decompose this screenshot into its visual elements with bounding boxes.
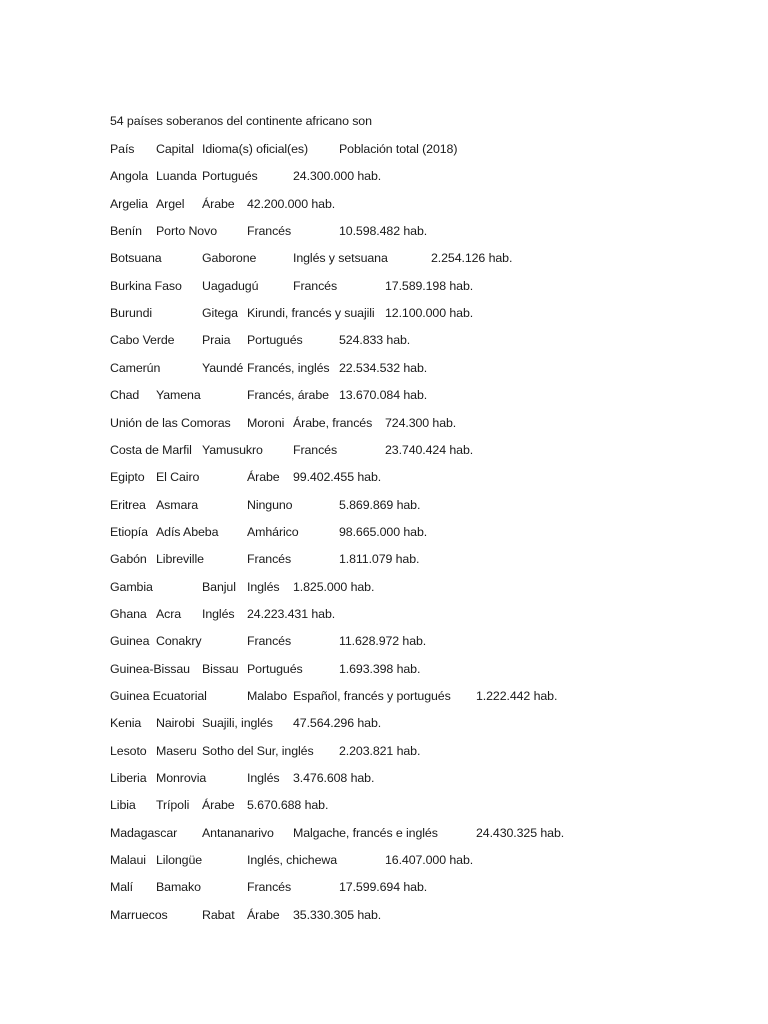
list-item (0, 304, 768, 322)
list-item (0, 249, 768, 267)
country-name: Argelia (110, 197, 148, 211)
population: 42.200.000 hab. (247, 197, 336, 211)
population: 24.430.325 hab. (476, 826, 565, 840)
header-row (0, 140, 768, 158)
list-item (0, 632, 768, 650)
country-name: Unión de las Comoras (110, 416, 231, 430)
country-name: País (110, 142, 135, 156)
population: 724.300 hab. (385, 416, 457, 430)
population: 17.589.198 hab. (385, 279, 474, 293)
population: 24.223.431 hab. (247, 607, 336, 621)
population: 1.811.079 hab. (339, 552, 420, 566)
population: 23.740.424 hab. (385, 443, 474, 457)
list-item (0, 714, 768, 732)
list-item (0, 578, 768, 596)
population: 1.825.000 hab. (293, 580, 375, 594)
official-languages: Kirundi, francés y suajili (247, 306, 375, 320)
capital-name: Yamusukro (202, 443, 263, 457)
population: 16.407.000 hab. (385, 853, 474, 867)
official-languages: Amhárico (247, 525, 299, 539)
official-languages: Malgache, francés e inglés (293, 826, 438, 840)
capital-name: Acra (156, 607, 182, 621)
country-name: Guinea-Bissau (110, 662, 190, 676)
country-name: Liberia (110, 771, 147, 785)
population: 5.670.688 hab. (247, 798, 329, 812)
country-name: Burkina Faso (110, 279, 182, 293)
official-languages: Portugués (247, 662, 303, 676)
official-languages: Árabe (247, 470, 280, 484)
list-item (0, 687, 768, 705)
list-item (0, 496, 768, 514)
list-item (0, 386, 768, 404)
capital-name: Trípoli (156, 798, 190, 812)
list-item (0, 331, 768, 349)
list-item (0, 605, 768, 623)
country-name: Chad (110, 388, 140, 402)
document-title (0, 112, 768, 130)
population: 5.869.869 hab. (339, 498, 421, 512)
population: 47.564.296 hab. (293, 716, 382, 730)
official-languages: Árabe (247, 908, 280, 922)
country-name: Camerún (110, 361, 161, 375)
official-languages: Francés, árabe (247, 388, 329, 402)
list-item (0, 878, 768, 896)
list-item (0, 277, 768, 295)
country-name: Lesoto (110, 744, 147, 758)
list-item (0, 359, 768, 377)
list-item (0, 906, 768, 924)
list-item (0, 824, 768, 842)
capital-name: Uagadugú (202, 279, 259, 293)
official-languages: Francés (247, 552, 292, 566)
official-languages: Árabe (202, 197, 235, 211)
list-item (0, 796, 768, 814)
population: 10.598.482 hab. (339, 224, 428, 238)
capital-name: Praia (202, 333, 231, 347)
country-name: Etiopía (110, 525, 148, 539)
population: 22.534.532 hab. (339, 361, 428, 375)
official-languages: Ninguno (247, 498, 293, 512)
country-name: Malí (110, 880, 134, 894)
country-name: Angola (110, 169, 148, 183)
list-item (0, 414, 768, 432)
population: 12.100.000 hab. (385, 306, 474, 320)
capital-name: Nairobi (156, 716, 195, 730)
list-item (0, 851, 768, 869)
list-item (0, 660, 768, 678)
population: 2.254.126 hab. (431, 251, 513, 265)
population: 35.330.305 hab. (293, 908, 382, 922)
list-item (0, 468, 768, 486)
list-item (0, 167, 768, 185)
list-item (0, 769, 768, 787)
country-name: Marruecos (110, 908, 168, 922)
capital-name: Libreville (156, 552, 204, 566)
official-languages: Francés (293, 279, 338, 293)
capital-name: Moroni (247, 416, 285, 430)
list-item (0, 222, 768, 240)
capital-name: Malabo (247, 689, 288, 703)
country-name: Eritrea (110, 498, 146, 512)
country-name: Libia (110, 798, 136, 812)
capital-name: Asmara (156, 498, 199, 512)
capital-name: Luanda (156, 169, 197, 183)
country-name: Ghana (110, 607, 147, 621)
country-name: Malaui (110, 853, 146, 867)
list-item (0, 742, 768, 760)
country-name: Costa de Marfil (110, 443, 192, 457)
population: 1.222.442 hab. (476, 689, 558, 703)
population: 99.402.455 hab. (293, 470, 382, 484)
official-languages: Inglés (247, 580, 280, 594)
official-languages: Español, francés y portugués (293, 689, 451, 703)
capital-name: Yamena (156, 388, 201, 402)
official-languages: Árabe, francés (293, 416, 373, 430)
official-languages: Inglés, chichewa (247, 853, 338, 867)
official-languages: Francés (247, 224, 292, 238)
capital-name: Porto Novo (156, 224, 217, 238)
population: 3.476.608 hab. (293, 771, 375, 785)
capital-name: Conakry (156, 634, 202, 648)
list-item (0, 441, 768, 459)
official-languages: Portugués (202, 169, 258, 183)
population: 524.833 hab. (339, 333, 411, 347)
official-languages: Sotho del Sur, inglés (202, 744, 314, 758)
capital-name: Monrovia (156, 771, 207, 785)
capital-name: Adís Abeba (156, 525, 219, 539)
capital-name: Argel (156, 197, 185, 211)
title-text: 54 países soberanos del continente africano son (110, 114, 372, 128)
population: 98.665.000 hab. (339, 525, 428, 539)
official-languages: Árabe (202, 798, 235, 812)
capital-name: Rabat (202, 908, 235, 922)
capital-name: Capital (156, 142, 194, 156)
country-name: Madagascar (110, 826, 178, 840)
capital-name: Lilongüe (156, 853, 203, 867)
list-item (0, 523, 768, 541)
official-languages: Inglés (247, 771, 280, 785)
official-languages: Portugués (247, 333, 303, 347)
capital-name: Maseru (156, 744, 197, 758)
capital-name: El Cairo (156, 470, 200, 484)
official-languages: Inglés (202, 607, 235, 621)
capital-name: Banjul (202, 580, 236, 594)
list-item (0, 550, 768, 568)
official-languages: Suajili, inglés (202, 716, 273, 730)
population: 2.203.821 hab. (339, 744, 421, 758)
country-name: Cabo Verde (110, 333, 175, 347)
population: 13.670.084 hab. (339, 388, 428, 402)
country-name: Benín (110, 224, 142, 238)
capital-name: Antananarivo (202, 826, 274, 840)
capital-name: Yaundé (202, 361, 244, 375)
capital-name: Bamako (156, 880, 201, 894)
official-languages: Francés (247, 634, 292, 648)
country-name: Guinea Ecuatorial (110, 689, 207, 703)
country-name: Burundi (110, 306, 153, 320)
official-languages: Francés (247, 880, 292, 894)
country-name: Egipto (110, 470, 145, 484)
country-name: Botsuana (110, 251, 162, 265)
country-name: Gabón (110, 552, 147, 566)
list-item (0, 195, 768, 213)
population: 1.693.398 hab. (339, 662, 421, 676)
population: 11.628.972 hab. (339, 634, 427, 648)
official-languages: Francés, inglés (247, 361, 330, 375)
population: 17.599.694 hab. (339, 880, 428, 894)
country-name: Guinea (110, 634, 150, 648)
capital-name: Gaborone (202, 251, 257, 265)
capital-name: Bissau (202, 662, 239, 676)
official-languages: Francés (293, 443, 338, 457)
official-languages: Inglés y setsuana (293, 251, 388, 265)
capital-name: Gitega (202, 306, 238, 320)
country-name: Kenia (110, 716, 142, 730)
country-name: Gambia (110, 580, 153, 594)
population: 24.300.000 hab. (293, 169, 382, 183)
population: Población total (2018) (339, 142, 458, 156)
official-languages: Idioma(s) oficial(es) (202, 142, 308, 156)
